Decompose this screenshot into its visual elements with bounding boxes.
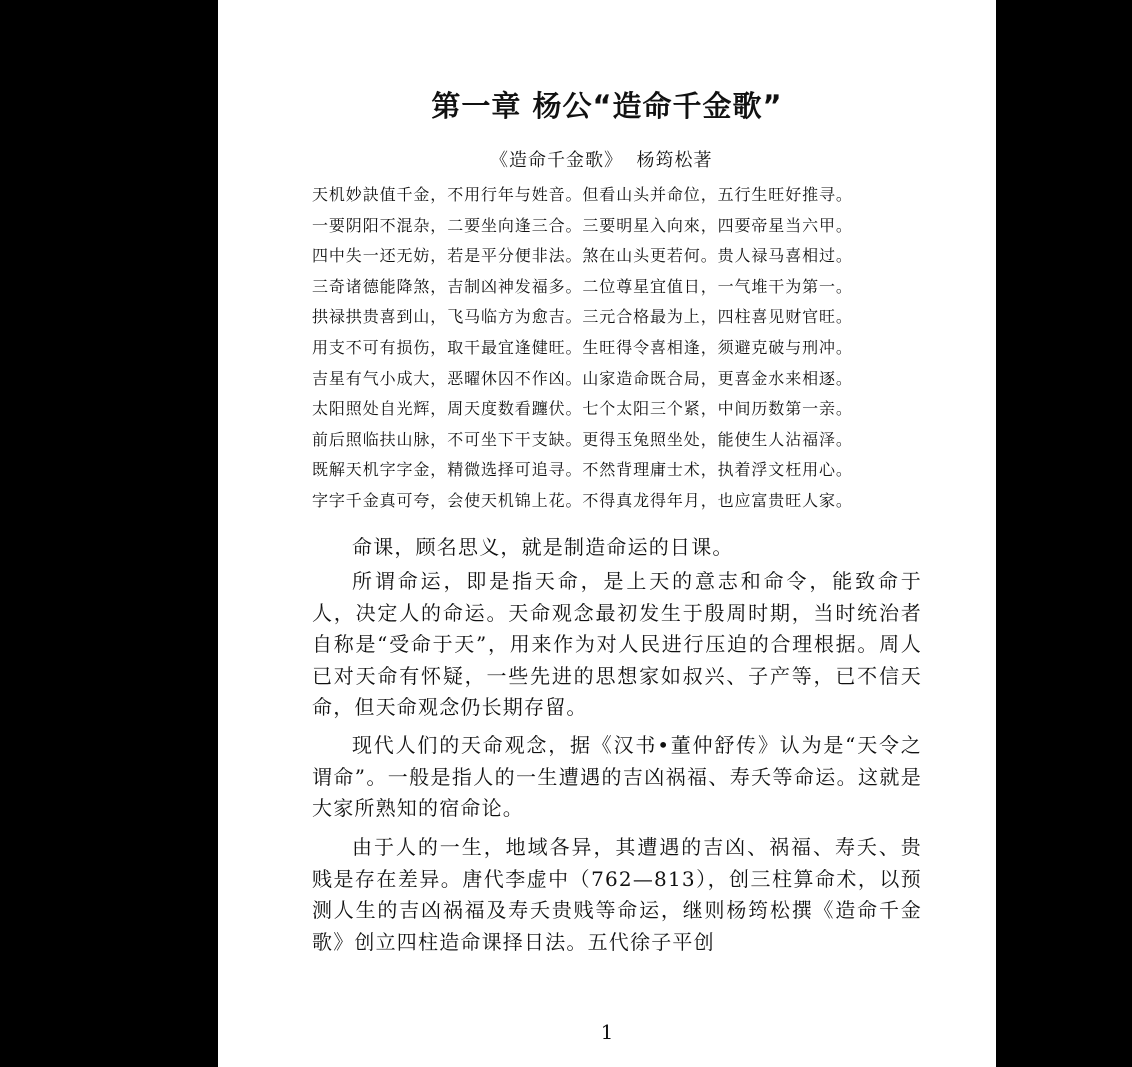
body-paragraph: 命课，顾名思义，就是制造命运的日课。 [352, 535, 734, 559]
verse-line: 吉星有气小成大，恶曜休囚不作凶。山家造命既合局，更喜金水来相逐。 [312, 368, 853, 388]
verse-line: 用支不可有损伤，取干最宜逢健旺。生旺得令喜相逢，须避克破与刑冲。 [312, 337, 853, 357]
page-number: 1 [600, 1020, 614, 1044]
verse-line: 天机妙訣值千金，不用行年与姓音。但看山头并命位，五行生旺好推寻。 [312, 185, 853, 204]
verse-subtitle: 《造命千金歌》 杨筠松著 [490, 150, 713, 171]
chapter-title: 第一章 杨公“造命千金歌” [431, 89, 783, 123]
verse-line: 拱禄拱贵喜到山，飞马临方为愈吉。三元合格最为上，四柱喜见财官旺。 [312, 307, 853, 327]
verse-line: 太阳照处自光辉，周天度数看躔伏。七个太阳三个紧，中间历数第一亲。 [312, 399, 853, 419]
verse-line: 字字千金真可夸，会使天机锦上花。不得真龙得年月，也应富贵旺人家。 [312, 490, 853, 510]
body-paragraph: 所谓命运，即是指天命，是上天的意志和命令，能致命于人，决定人的命运。天命观念最初发生于殷周时期，当时统治者自称是“受命于天”，用来作为对人民进行压迫的合理根据。周人已对天命有怀疑，一些先进的思想家如叔兴、子产等，已不信天命，但天命观念仍长期存留。 [312, 569, 922, 719]
verse-line: 一要阴阳不混杂，二要坐向逢三合。三要明星入向來，四要帝星当六甲。 [312, 215, 853, 235]
verse-block [312, 180, 922, 517]
verse-line: 既解天机字字金，精微选择可追寻。不然背理庸士术，执着浮文枉用心。 [312, 460, 853, 480]
verse-line: 前后照临扶山脉，不可坐下干支缺。更得玉兔照坐处，能使生人沾福泽。 [312, 429, 853, 449]
verse-line: 四中失一还无妨，若是平分便非法。煞在山头更若何。贵人禄马喜相过。 [312, 246, 853, 266]
verse-line: 三奇诸德能降煞，吉制凶神发福多。二位尊星宜值日，一气堆干为第一。 [312, 276, 853, 296]
document-page [218, 0, 996, 1067]
body-paragraph: 由于人的一生，地域各异，其遭遇的吉凶、祸福、寿夭、贵贱是存在差异。唐代李虚中（762—813），创三柱算命术，以预测人生的吉凶祸福及寿夭贵贱等命运，继则杨筠松撰《造命千金歌》创立四柱造命课择日法。五代徐子平创 [312, 835, 922, 954]
body-paragraph: 现代人们的天命观念，据《汉书•董仲舒传》认为是“天令之谓命”。一般是指人的一生遭遇的吉凶祸福、寿夭等命运。这就是大家所熟知的宿命论。 [312, 733, 922, 820]
